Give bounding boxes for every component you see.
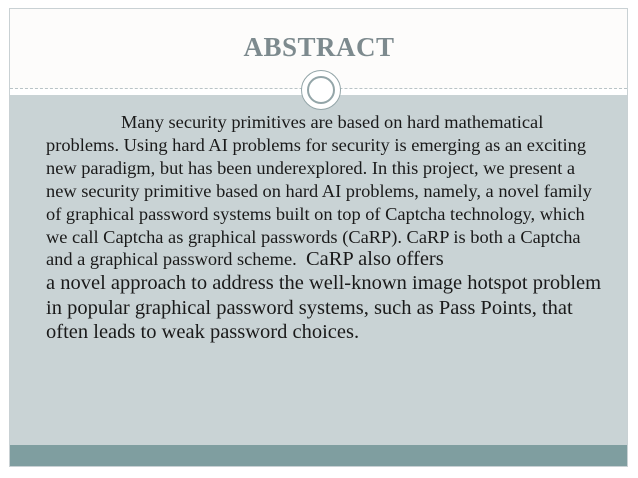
double-circle-ornament-icon bbox=[301, 70, 341, 110]
abstract-text-small: Many security primitives are based on hard mathematical problems. Using hard AI problems for security is emerging as an exciting new paradigm, but has been underexplored. In this project, we present a new security primitive based on hard AI problems, namely, a novel family of graphical password systems built on top of Captcha technology, which we call Captcha as graphical passwords (CaRP). CaRP is both a Captcha and a graphical password scheme. bbox=[46, 112, 592, 270]
slide-title: ABSTRACT bbox=[243, 32, 395, 62]
abstract-body bbox=[46, 111, 606, 345]
abstract-text-large: a novel approach to address the well-known image hotspot problem in popular graphical password systems, such as Pass Points, that often leads to weak password choices. bbox=[46, 272, 602, 344]
inner-circle bbox=[307, 76, 335, 104]
abstract-paragraph bbox=[46, 111, 606, 271]
abstract-text-large-inline: CaRP also offers bbox=[305, 248, 444, 271]
footer-bar bbox=[10, 445, 627, 466]
